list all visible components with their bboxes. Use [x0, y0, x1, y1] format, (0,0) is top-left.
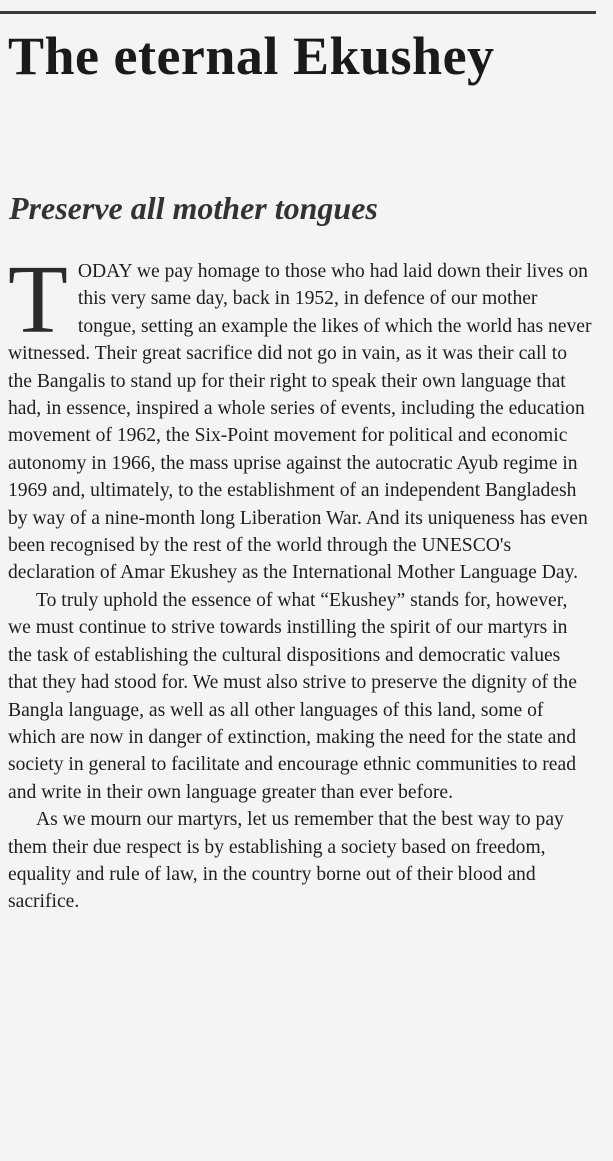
paragraph-1-text: ODAY we pay homage to those who had laid down their lives on this very same day, back in 1952, in defence of our mother tongue, setting an example the likes of which the world has never witnessed. Their great sacrifice did not go in vain, as it was their call to the Bangalis to stand up for their right to speak their own language that had, in essence, inspired a whole series of events, including the education movement of 1962, the Six-Point movement for political and economic autonomy in 1966, the mass uprise against the autocratic Ayub regime in 1969 and, ultimately, to the establishment of an independent Bangladesh by way of a nine-month long Liberation War. And its uniqueness has even been recognised by the rest of the world through the UNESCO's declaration of Amar Ekushey as the International Mother Language Day. — [8, 261, 592, 584]
article-paragraph-1 — [8, 246, 594, 587]
article-paragraph-2: To truly uphold the essence of what “Ekushey” stands for, however, we must continue to strive towards instilling the spirit of our martyrs in the task of establishing the cultural dispositions and democratic values that they had stood for. We must also strive to preserve the dignity of the Bangla language, as well as all other languages of this land, some of which are now in danger of extinction, making the need for the state and society in general to facilitate and encourage ethnic communities to read and write in their own language greater than ever before. — [8, 589, 577, 803]
headline-subtitle: Preserve all mother tongues — [9, 190, 378, 226]
article-paragraph-3: As we mourn our martyrs, let us remember that the best way to pay them their due respect is by establishing a society based on freedom, equality and rule of law, in the country borne out of their blood and sacrifice. — [8, 809, 564, 913]
top-rule — [0, 0, 596, 14]
drop-cap: T — [8, 246, 68, 354]
headline-title: The eternal Ekushey — [8, 26, 495, 86]
article-body — [8, 246, 594, 916]
